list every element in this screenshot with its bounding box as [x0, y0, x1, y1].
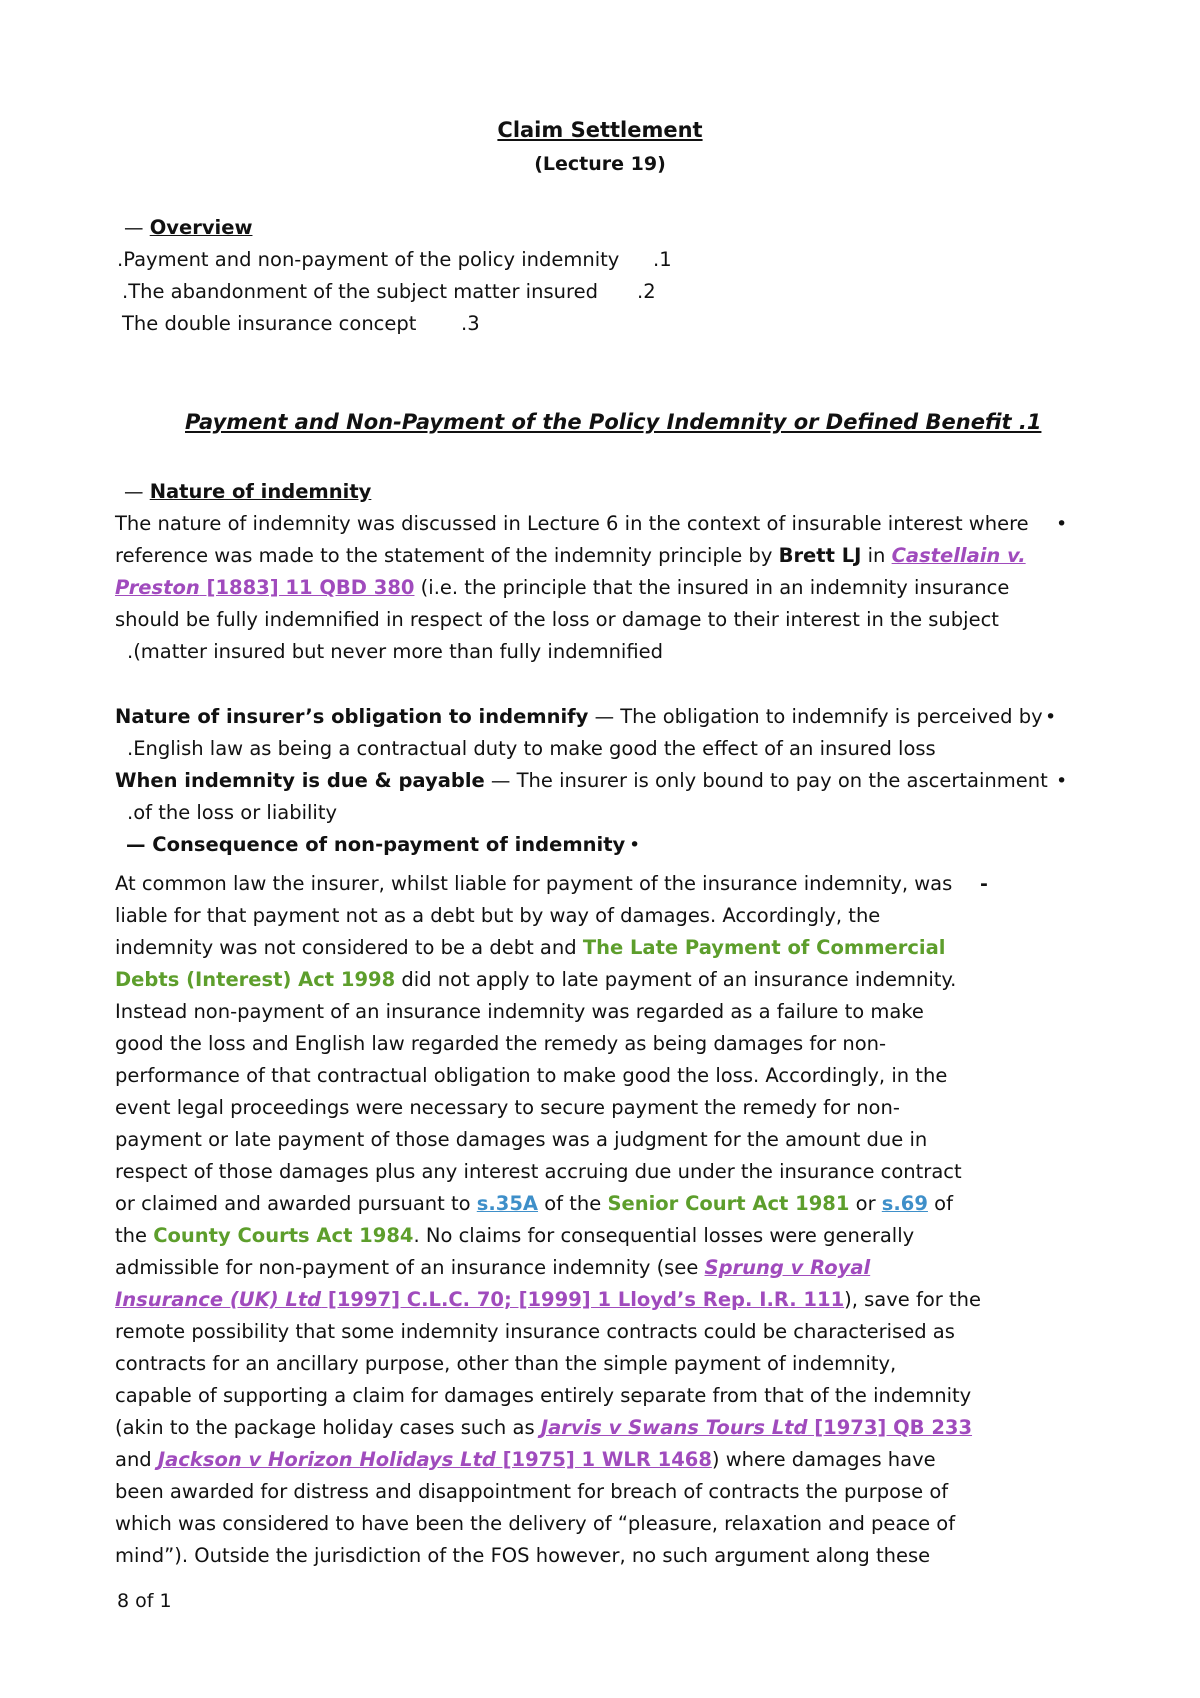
nature-heading [124, 480, 371, 504]
consequence-heading: — Consequence of non-payment of indemnity [126, 833, 626, 856]
text-run: indemnity was not considered to be a debt and [115, 936, 583, 959]
document-title: Claim Settlement [497, 118, 703, 142]
case-citation-link[interactable]: [1973] QB 233 [807, 1416, 973, 1439]
section-link[interactable]: s.35A [476, 1192, 539, 1215]
para-line [115, 968, 956, 992]
obligation-line: .English law as being a contractual duty to make good the effect of an insured loss [127, 737, 936, 760]
overview-item-2 [122, 280, 598, 304]
para-line [115, 1192, 953, 1216]
overview-item-number: .1 [653, 248, 672, 271]
section-heading: Payment and Non-Payment of the Policy Indemnity or Defined Benefit .1 [185, 410, 1042, 434]
para-line: liable for that payment not as a debt but by way of damages. Accordingly, the [115, 904, 881, 927]
section-link[interactable]: s.69 [881, 1192, 928, 1215]
overview-item-1 [117, 248, 619, 272]
overview-heading [124, 216, 252, 240]
text-run: the [115, 1224, 154, 1247]
overview-heading-label: Overview [149, 216, 253, 239]
para-line [115, 936, 945, 960]
dash-marker: - [980, 873, 988, 895]
text-run: — The obligation to indemnify is perceived by [588, 705, 1043, 728]
statute-name: Debts (Interest) Act 1998 [115, 968, 396, 991]
nature-dash: — [124, 480, 144, 503]
para-line: mind”). Outside the jurisdiction of the FOS however, no such argument along these [115, 1544, 931, 1567]
para-line: performance of that contractual obligation to make good the loss. Accordingly, in the [115, 1064, 948, 1087]
para-line: been awarded for distress and disappointment for breach of contracts the purpose of [115, 1480, 949, 1503]
statute-name: Senior Court Act 1981 [607, 1192, 850, 1215]
overview-dash: — [124, 216, 144, 239]
para-line: good the loss and English law regarded the remedy as being damages for non- [115, 1032, 887, 1055]
nature-line [115, 576, 1009, 600]
bullet-icon: • [629, 834, 641, 856]
when-due-line [115, 769, 1048, 793]
case-link[interactable]: Insurance (UK) Ltd [115, 1288, 322, 1311]
text-run: . No claims for consequential losses were generally [413, 1224, 915, 1247]
text-run: of the [538, 1192, 608, 1215]
when-due-label: When indemnity is due & payable [115, 769, 485, 792]
text-run: admissible for non-payment of an insurance indemnity (see [115, 1256, 705, 1279]
para-line: Instead non-payment of an insurance indemnity was regarded as a failure to make [115, 1000, 924, 1023]
para-line: payment or late payment of those damages was a judgment for the amount due in [115, 1128, 928, 1151]
case-link[interactable]: Castellain v. [891, 544, 1026, 567]
case-link[interactable]: Preston [115, 576, 200, 599]
para-line: respect of those damages plus any interest accruing due under the insurance contract [115, 1160, 962, 1183]
text-run: — The insurer is only bound to pay on the ascertainment [484, 769, 1048, 792]
when-due-line: .of the loss or liability [127, 801, 338, 824]
nature-line: .(matter insured but never more than fully indemnified [127, 640, 664, 663]
para-line: contracts for an ancillary purpose, other than the simple payment of indemnity, [115, 1352, 897, 1375]
text-run: (i.e. the principle that the insured in an indemnity insurance [414, 576, 1010, 599]
text-run: reference was made to the statement of the indemnity principle by [115, 544, 779, 567]
para-line [115, 1448, 936, 1472]
para-line: At common law the insurer, whilst liable for payment of the insurance indemnity, was [115, 872, 953, 895]
text-run: of [927, 1192, 953, 1215]
case-link[interactable]: Jackson v Horizon Holidays Ltd [157, 1448, 496, 1471]
case-citation-link[interactable]: [1975] 1 WLR 1468 [495, 1448, 712, 1471]
text-run: in [861, 544, 892, 567]
case-link[interactable]: Sprung v Royal [704, 1256, 871, 1279]
case-link[interactable]: Jarvis v Swans Tours Ltd [540, 1416, 808, 1439]
para-line [115, 1288, 981, 1312]
statute-name: The Late Payment of Commercial [582, 936, 946, 959]
text-run: ) where damages have [711, 1448, 936, 1471]
bullet-icon: • [1056, 770, 1068, 792]
overview-item-text: The double insurance concept [122, 312, 417, 335]
text-run: (akin to the package holiday cases such as [115, 1416, 541, 1439]
page-number: 8 of 1 [117, 1590, 172, 1612]
nature-line: The nature of indemnity was discussed in Lecture 6 in the context of insurable interest where [115, 512, 1029, 535]
overview-item-number: .2 [637, 280, 656, 303]
case-citation-link[interactable]: [1997] C.L.C. 70; [1999] 1 Lloyd’s Rep. I.R. 111 [321, 1288, 845, 1311]
text-run: or claimed and awarded pursuant to [115, 1192, 477, 1215]
case-citation-link[interactable]: [1883] 11 QBD 380 [199, 576, 415, 599]
text-run: ), save for the [844, 1288, 982, 1311]
para-line [115, 1416, 972, 1440]
para-line [115, 1256, 870, 1280]
bullet-icon: • [1056, 513, 1068, 535]
overview-item-text: .The abandonment of the subject matter insured [122, 280, 598, 303]
nature-heading-label: Nature of indemnity [149, 480, 372, 503]
para-line [115, 1224, 914, 1248]
text-run: and [115, 1448, 158, 1471]
para-line: remote possibility that some indemnity insurance contracts could be characterised as [115, 1320, 955, 1343]
statute-name: County Courts Act 1984 [153, 1224, 414, 1247]
bullet-icon: • [1045, 706, 1057, 728]
overview-item-number: .3 [461, 312, 480, 335]
text-run: did not apply to late payment of an insurance indemnity. [395, 968, 957, 991]
text-run: or [849, 1192, 882, 1215]
overview-item-3 [122, 312, 416, 336]
nature-line: should be fully indemnified in respect of the loss or damage to their interest in the subject [115, 608, 999, 631]
document-subtitle: (Lecture 19) [534, 153, 666, 175]
obligation-line [115, 705, 1043, 729]
para-line: capable of supporting a claim for damages entirely separate from that of the indemnity [115, 1384, 972, 1407]
obligation-label: Nature of insurer’s obligation to indemnify [115, 705, 589, 728]
judge-name: Brett LJ [778, 544, 862, 567]
para-line: which was considered to have been the delivery of “pleasure, relaxation and peace of [115, 1512, 956, 1535]
para-line: event legal proceedings were necessary to secure payment the remedy for non- [115, 1096, 900, 1119]
overview-item-text: .Payment and non-payment of the policy indemnity [117, 248, 620, 271]
nature-line [115, 544, 1026, 568]
